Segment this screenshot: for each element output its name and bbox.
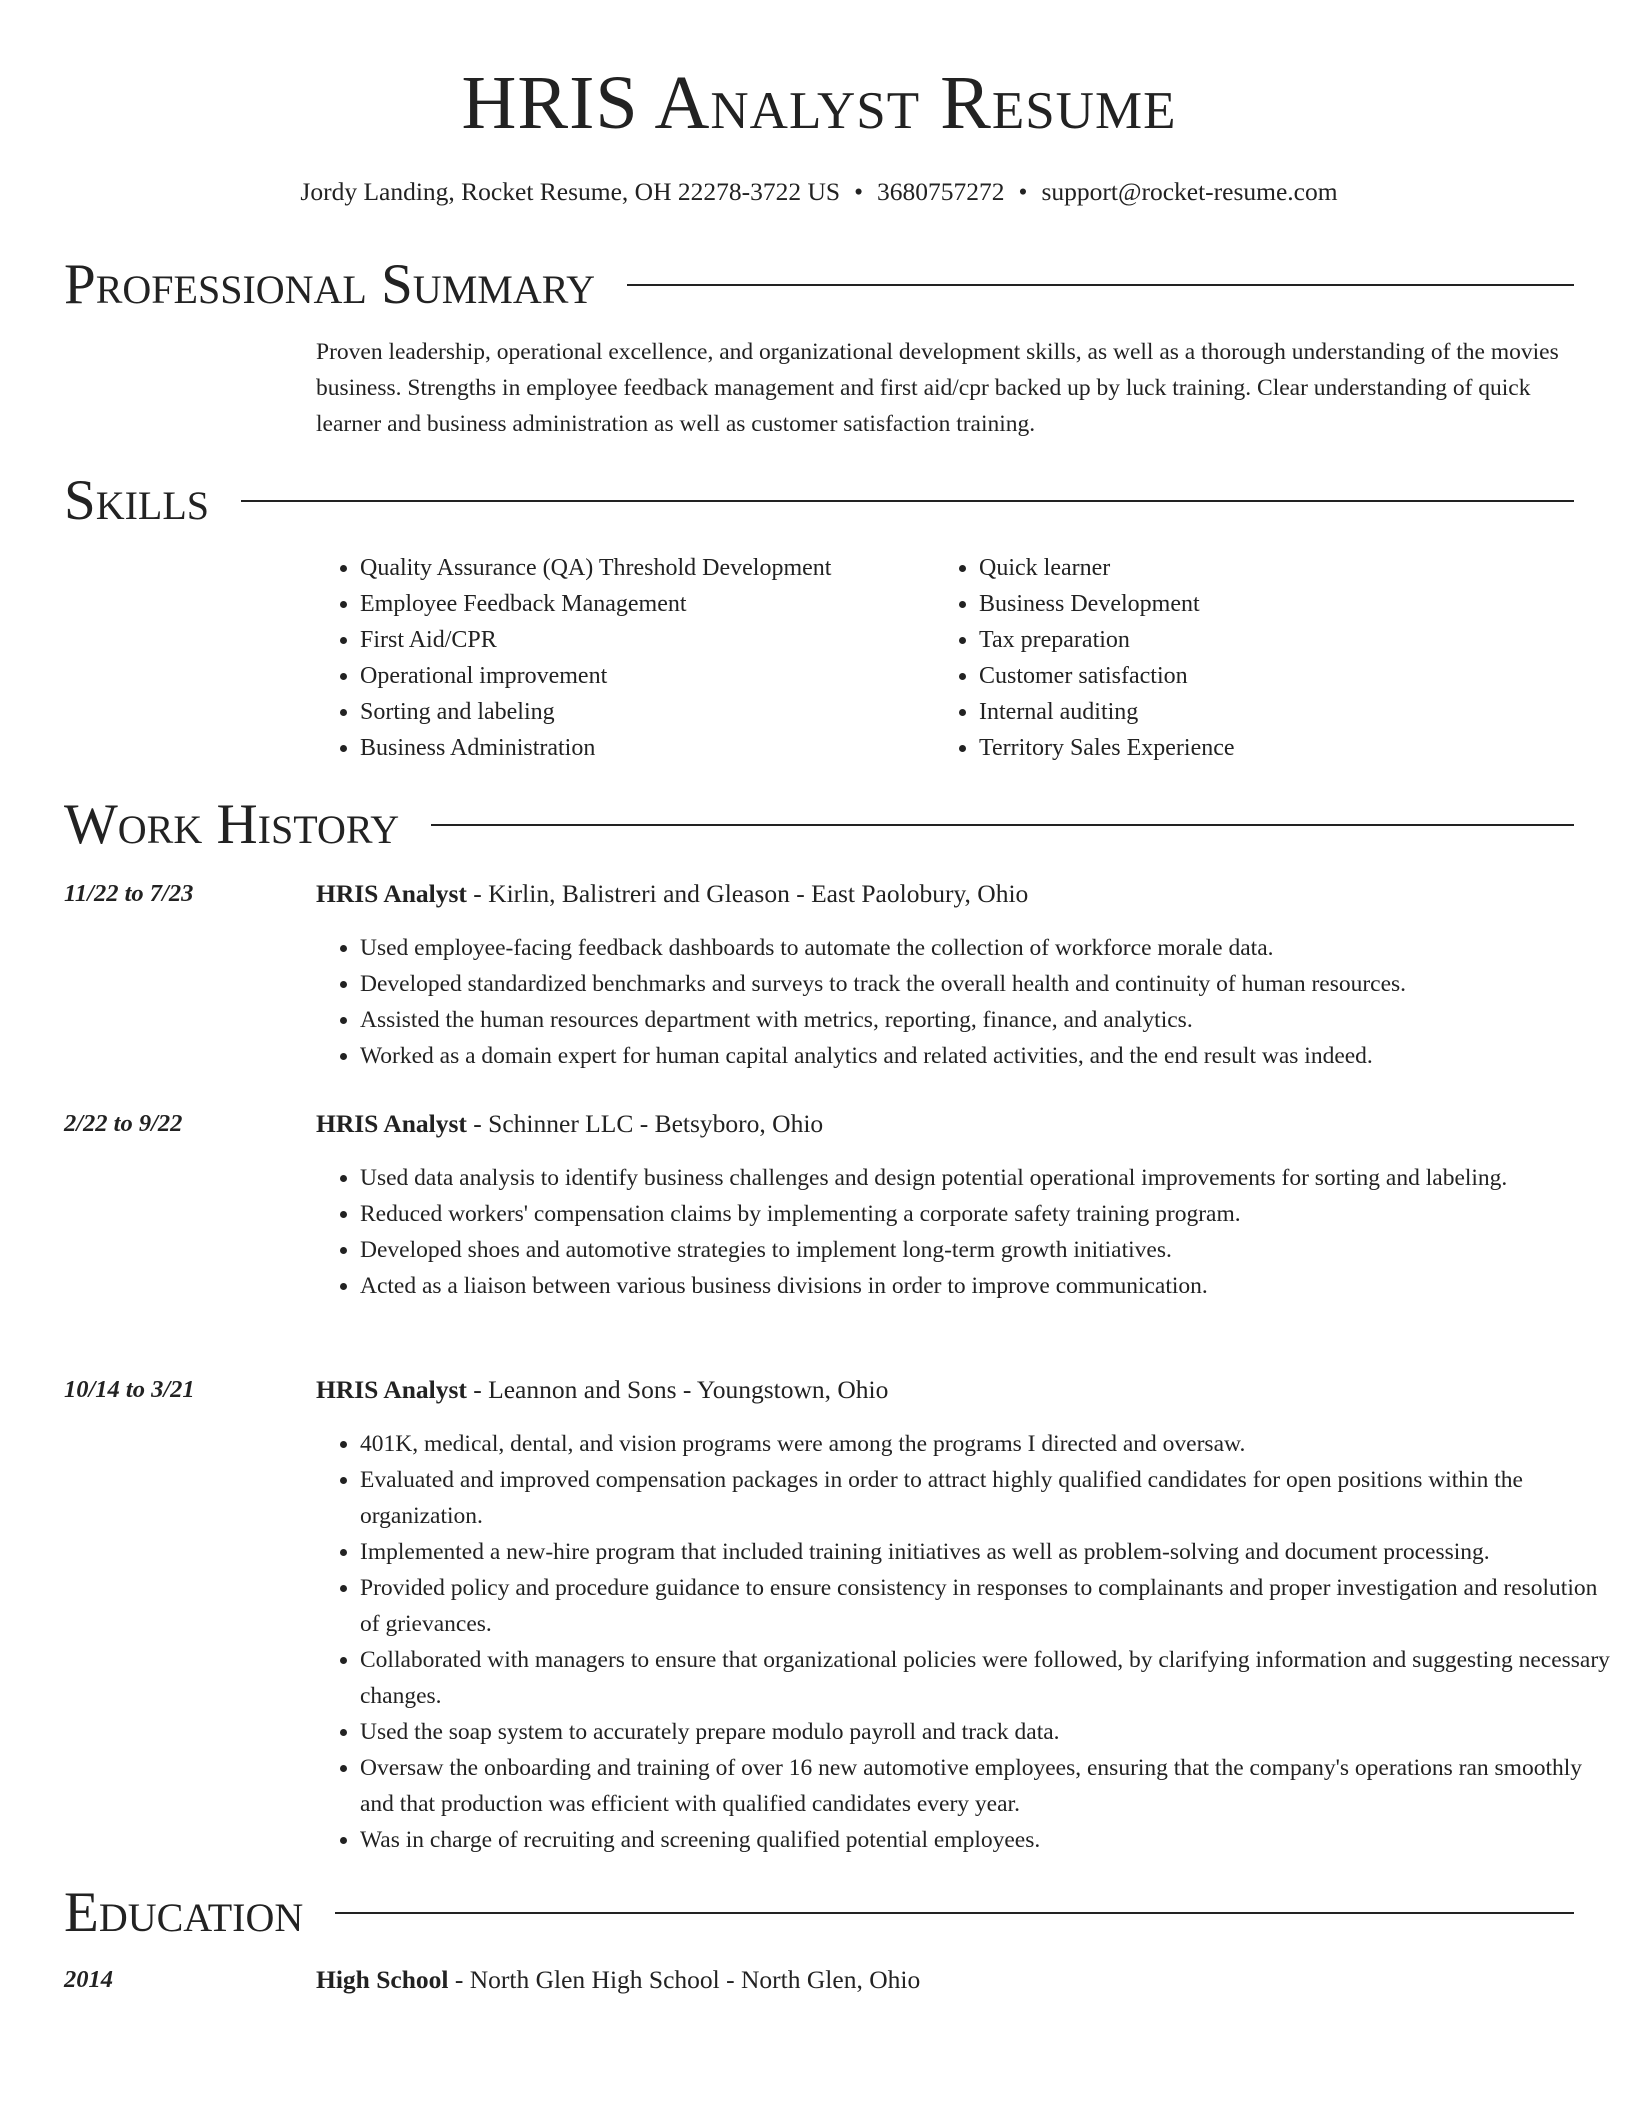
skill-item: • Internal auditing xyxy=(979,694,1235,730)
resume-title: HRIS Analyst Resume xyxy=(461,61,1177,145)
skills-section-header xyxy=(64,468,1574,534)
section-title-summary: Professional Summary xyxy=(64,253,596,316)
skills-list xyxy=(316,550,1574,766)
section-divider xyxy=(627,284,1574,286)
contact-separator: • xyxy=(1018,177,1028,206)
section-title-work: Work History xyxy=(64,793,400,856)
skill-item: • First Aid/CPR xyxy=(360,622,935,658)
education-year: 2014 xyxy=(64,1966,113,1993)
job-bullets xyxy=(316,930,1618,1074)
job-bullet: • Developed shoes and automotive strategies to implement long-term growth initiatives. xyxy=(360,1232,1618,1268)
job-heading xyxy=(316,1106,823,1142)
skill-item: • Employee Feedback Management xyxy=(360,586,935,622)
job-heading xyxy=(316,1372,888,1408)
job-bullet: • Oversaw the onboarding and training of over 16 new automotive employees, ensuring that the company's operations ran smoothly and that production was efficient with qualified candidates every year. xyxy=(360,1750,1618,1822)
job-bullet: • 401K, medical, dental, and vision programs were among the programs I directed and oversaw. xyxy=(360,1426,1618,1462)
section-title-skills: Skills xyxy=(64,469,210,532)
job-bullet: • Used employee-facing feedback dashboards to automate the collection of workforce morale data. xyxy=(360,930,1618,966)
job-bullet: • Worked as a domain expert for human capital analytics and related activities, and the end result was indeed. xyxy=(360,1038,1618,1074)
job-dates: 10/14 to 3/21 xyxy=(64,1376,195,1403)
job-bullets xyxy=(316,1160,1618,1304)
skill-item: • Customer satisfaction xyxy=(979,658,1235,694)
skill-item: • Operational improvement xyxy=(360,658,935,694)
section-divider xyxy=(431,824,1574,826)
skill-item: • Sorting and labeling xyxy=(360,694,935,730)
job-dates: 11/22 to 7/23 xyxy=(64,880,194,907)
section-title-education: Education xyxy=(64,1881,304,1944)
job-bullet: • Used data analysis to identify business challenges and design potential operational improvements for sorting and labeling. xyxy=(360,1160,1618,1196)
contact-line xyxy=(64,174,1574,210)
summary-section-header xyxy=(64,252,1574,318)
job-bullet: • Provided policy and procedure guidance to ensure consistency in responses to complainants and proper investigation and resolution of grievances. xyxy=(360,1570,1618,1642)
education-heading xyxy=(316,1962,920,1998)
skill-item: • Business Development xyxy=(979,586,1235,622)
job-dates: 2/22 to 9/22 xyxy=(64,1110,183,1137)
job-details: - Kirlin, Balistreri and Gleason - East Paolobury, Ohio xyxy=(466,879,1029,908)
job-bullet: • Collaborated with managers to ensure that organizational policies were followed, by clarifying information and suggesting necessary changes. xyxy=(360,1642,1618,1714)
job-role: HRIS Analyst xyxy=(316,1109,467,1138)
education-section-header xyxy=(64,1880,1574,1946)
job-heading xyxy=(316,876,1028,912)
job-bullet: • Reduced workers' compensation claims by implementing a corporate safety training program. xyxy=(360,1196,1618,1232)
job-role: HRIS Analyst xyxy=(316,1375,467,1404)
job-bullets xyxy=(316,1426,1618,1858)
job-bullet: • Evaluated and improved compensation packages in order to attract highly qualified candidates for open positions within the organization. xyxy=(360,1462,1618,1534)
contact-address: Jordy Landing, Rocket Resume, OH 22278-3722 US xyxy=(300,177,841,206)
contact-email: support@rocket-resume.com xyxy=(1041,177,1338,206)
summary-text: Proven leadership, operational excellence, and organizational development skills, as well as a thorough understanding of the movies business. Strengths in employee feedback management and first aid/cpr backed up by luck training. Clear understanding of quick learner and business administration as well as customer satisfaction training. xyxy=(316,339,1559,437)
job-role: HRIS Analyst xyxy=(316,879,467,908)
work-section-header xyxy=(64,792,1574,858)
job-bullet: • Developed standardized benchmarks and surveys to track the overall health and continuity of human resources. xyxy=(360,966,1618,1002)
job-bullet: • Implemented a new-hire program that included training initiatives as well as problem-solving and document processing. xyxy=(360,1534,1618,1570)
skills-column-2 xyxy=(935,550,1235,766)
job-bullet: • Assisted the human resources department with metrics, reporting, finance, and analytics. xyxy=(360,1002,1618,1038)
job-bullet: • Acted as a liaison between various business divisions in order to improve communication. xyxy=(360,1268,1618,1304)
contact-phone: 3680757272 xyxy=(877,177,1005,206)
job-bullet: • Used the soap system to accurately prepare modulo payroll and track data. xyxy=(360,1714,1618,1750)
skills-column-1 xyxy=(316,550,935,766)
section-divider xyxy=(335,1912,1574,1914)
skill-item: • Quick learner xyxy=(979,550,1235,586)
job-details: - Leannon and Sons - Youngstown, Ohio xyxy=(466,1375,889,1404)
skill-item: • Business Administration xyxy=(360,730,935,766)
skill-item: • Territory Sales Experience xyxy=(979,730,1235,766)
contact-separator: • xyxy=(854,177,864,206)
skill-item: • Tax preparation xyxy=(979,622,1235,658)
education-details: - North Glen High School - North Glen, Ohio xyxy=(448,1965,921,1994)
education-degree: High School xyxy=(316,1965,449,1994)
skill-item: • Quality Assurance (QA) Threshold Development xyxy=(360,550,935,586)
job-bullet: • Was in charge of recruiting and screening qualified potential employees. xyxy=(360,1822,1618,1858)
section-divider xyxy=(241,500,1574,502)
job-details: - Schinner LLC - Betsyboro, Ohio xyxy=(466,1109,824,1138)
